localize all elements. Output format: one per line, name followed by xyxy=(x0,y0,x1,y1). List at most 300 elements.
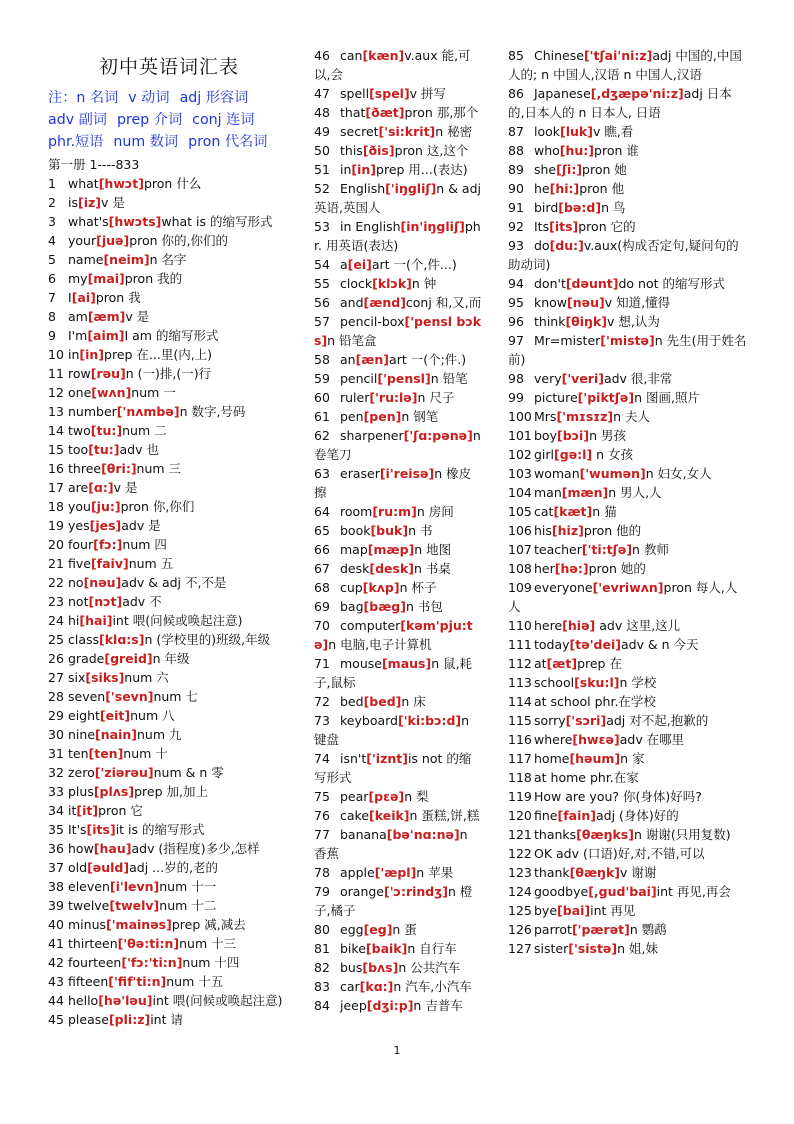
vocab-entry xyxy=(508,369,748,388)
entry-phonetic: [bə'nɑ:nə] xyxy=(386,827,460,842)
vocab-entry xyxy=(48,193,290,212)
entry-definition: n 床 xyxy=(401,694,426,709)
entry-definition: n 夫人 xyxy=(613,409,650,424)
entry-phonetic: [dʒi:p] xyxy=(366,998,414,1013)
entry-word: eight xyxy=(68,708,100,723)
entry-number: 26 xyxy=(48,651,64,666)
entry-phonetic: [nain] xyxy=(95,727,137,742)
vocab-entry xyxy=(314,559,482,578)
entry-definition: n (一)排,(一)行 xyxy=(125,366,212,381)
entry-number: 69 xyxy=(314,599,330,614)
legend-item: adj 形容词 xyxy=(179,90,249,106)
vocab-entry xyxy=(508,844,748,863)
entry-phonetic: ['mistə] xyxy=(600,333,655,348)
entry-phonetic: [juə] xyxy=(96,233,130,248)
entry-definition: pron 我 xyxy=(95,290,141,305)
entry-number: 122 xyxy=(508,846,532,861)
vocab-entry xyxy=(508,293,748,312)
entry-phonetic: [eg] xyxy=(363,922,393,937)
entry-number: 29 xyxy=(48,708,64,723)
entry-definition: n 鸟 xyxy=(601,200,626,215)
entry-number: 82 xyxy=(314,960,330,975)
entry-phonetic: [hai] xyxy=(79,613,113,628)
entry-phonetic: [kəm'pju:tə] xyxy=(314,618,473,652)
entry-word: mouse xyxy=(340,656,382,671)
entry-phonetic: ['si:krit] xyxy=(378,124,436,139)
entry-phonetic: ['æpl] xyxy=(374,865,417,880)
vocab-entry xyxy=(48,516,290,535)
entry-number: 92 xyxy=(508,219,524,234)
entry-definition: num 九 xyxy=(136,727,182,742)
entry-number: 2 xyxy=(48,195,56,210)
entry-number: 124 xyxy=(508,884,532,899)
entry-definition: pron 他的 xyxy=(583,523,642,538)
vocab-entry xyxy=(508,616,748,635)
entry-number: 10 xyxy=(48,347,64,362)
entry-definition: adv 这里,这儿 xyxy=(595,618,681,633)
entry-phonetic: [nəu] xyxy=(567,295,605,310)
entry-phonetic: [fɔ:] xyxy=(93,537,123,552)
entry-phonetic: [mæp] xyxy=(367,542,415,557)
entry-phonetic: [bæg] xyxy=(363,599,406,614)
entry-word: pen xyxy=(340,409,364,424)
vocab-entry xyxy=(48,896,290,915)
entry-word: one xyxy=(68,385,92,400)
entry-word: is xyxy=(68,195,78,210)
vocab-entry xyxy=(48,326,290,345)
entry-number: 64 xyxy=(314,504,330,519)
entry-definition: n 鼠,耗子,鼠标 xyxy=(314,656,473,690)
entry-definition: n 卷笔刀 xyxy=(314,428,481,462)
entry-word: girl xyxy=(534,447,555,462)
entry-phonetic: [its] xyxy=(549,219,579,234)
entry-definition: num 三 xyxy=(136,461,182,476)
entry-definition: pron 这,这个 xyxy=(394,143,469,158)
vocab-entry xyxy=(48,763,290,782)
vocab-entry xyxy=(508,920,748,939)
entry-word: seven xyxy=(68,689,106,704)
entry-phonetic: ['fɔ:'ti:n] xyxy=(121,955,183,970)
entry-definition: pron 我的 xyxy=(124,271,183,286)
entry-number: 45 xyxy=(48,1012,64,1027)
entry-word: what xyxy=(68,176,99,191)
entry-word: nine xyxy=(68,727,96,742)
entry-number: 3 xyxy=(48,214,56,229)
abbreviation-legend xyxy=(48,87,290,153)
entry-word: at xyxy=(534,656,547,671)
entry-definition: adj (身体)好的 xyxy=(595,808,679,823)
entry-word: Japanese xyxy=(534,86,591,101)
entry-definition: n 图画,照片 xyxy=(634,390,700,405)
entry-definition: pron 她 xyxy=(582,162,627,177)
entry-number: 53 xyxy=(314,219,330,234)
entry-number: 125 xyxy=(508,903,532,918)
entry-word: computer xyxy=(340,618,401,633)
entry-phonetic: ['iŋgliʃ] xyxy=(385,181,437,196)
entry-definition: v 知道,懂得 xyxy=(604,295,671,310)
entry-word: here xyxy=(534,618,563,633)
entry-phonetic: [kæn] xyxy=(362,48,405,63)
entry-word: you xyxy=(68,499,91,514)
entry-phonetic: [i'reisə] xyxy=(379,466,435,481)
entry-definition: n 男孩 xyxy=(589,428,626,443)
entry-definition: n 书 xyxy=(408,523,433,538)
entry-phonetic: ['mɪsɪz] xyxy=(556,409,614,424)
vocab-entry xyxy=(508,426,748,445)
entry-number: 36 xyxy=(48,841,64,856)
entry-word: keyboard xyxy=(340,713,398,728)
entry-number: 23 xyxy=(48,594,64,609)
entry-definition: pron 你的,你们的 xyxy=(129,233,229,248)
entry-phonetic: ['sevn] xyxy=(105,689,154,704)
entry-phonetic: [pli:z] xyxy=(108,1012,151,1027)
entry-phonetic: [greid] xyxy=(104,651,153,666)
entry-word: Mr=mister xyxy=(534,333,601,348)
entry-definition: n 数字,号码 xyxy=(179,404,246,419)
entry-word: sharpener xyxy=(340,428,404,443)
entry-word: no xyxy=(68,575,84,590)
entry-phonetic: ['nʌmbə] xyxy=(116,404,180,419)
entry-word: are xyxy=(68,480,89,495)
vocab-entry xyxy=(314,160,482,179)
entry-word: hello xyxy=(68,993,99,1008)
vocab-entry xyxy=(314,350,482,369)
entry-word: in English xyxy=(340,219,401,234)
entry-word: grade xyxy=(68,651,105,666)
entry-definition: n 汽车,小汽车 xyxy=(393,979,472,994)
entry-definition: pron 他 xyxy=(579,181,625,196)
entry-word: do xyxy=(534,238,550,253)
vocab-entry xyxy=(508,730,748,749)
entry-phonetic: [bʌs] xyxy=(362,960,399,975)
entry-number: 6 xyxy=(48,271,56,286)
legend-item: v 动词 xyxy=(128,90,170,106)
entry-number: 54 xyxy=(314,257,330,272)
entry-phonetic: [kɑ:] xyxy=(359,979,394,994)
entry-definition: n 房间 xyxy=(416,504,454,519)
entry-phonetic: [siks] xyxy=(85,670,125,685)
vocab-entry xyxy=(48,250,290,269)
entry-number: 60 xyxy=(314,390,330,405)
entry-number: 17 xyxy=(48,480,64,495)
entry-definition: int 再见 xyxy=(590,903,636,918)
entry-word: know xyxy=(534,295,568,310)
entry-definition: adv 在哪里 xyxy=(619,732,685,747)
vocab-entry xyxy=(314,540,482,559)
entry-phonetic: [eit] xyxy=(99,708,131,723)
entry-phonetic: [dəunt] xyxy=(565,276,619,291)
entry-number: 49 xyxy=(314,124,330,139)
entry-word: home xyxy=(534,751,570,766)
entry-number: 99 xyxy=(508,390,524,405)
entry-word: pencil xyxy=(340,371,378,386)
entry-word: school xyxy=(534,675,575,690)
entry-number: 18 xyxy=(48,499,64,514)
vocab-entry xyxy=(48,725,290,744)
entry-definition: num 五 xyxy=(128,556,174,571)
entry-definition: v 瞧,看 xyxy=(592,124,634,139)
entry-word: five xyxy=(68,556,91,571)
entry-word: where xyxy=(534,732,573,747)
entry-word: six xyxy=(68,670,86,685)
entry-number: 14 xyxy=(48,423,64,438)
entry-number: 41 xyxy=(48,936,64,951)
entry-number: 108 xyxy=(508,561,532,576)
legend-item: conj 连词 xyxy=(192,112,255,128)
entry-definition: 你(身体)好吗? xyxy=(619,789,702,804)
entry-number: 95 xyxy=(508,295,524,310)
entry-phonetic: [iz] xyxy=(78,195,101,210)
vocab-entry xyxy=(314,939,482,958)
vocab-entry xyxy=(48,402,290,421)
entry-number: 103 xyxy=(508,466,532,481)
entry-phonetic: ['θə:ti:n] xyxy=(117,936,180,951)
entry-definition: prep 用...(表达) xyxy=(376,162,468,177)
entry-word: eleven xyxy=(68,879,110,894)
entry-word: not xyxy=(68,594,89,609)
vocab-entry xyxy=(48,212,290,231)
entry-number: 4 xyxy=(48,233,56,248)
entry-definition: num 四 xyxy=(122,537,167,552)
entry-word: eraser xyxy=(340,466,380,481)
vocab-entry xyxy=(314,863,482,882)
entry-number: 15 xyxy=(48,442,64,457)
entry-definition: n 尺子 xyxy=(417,390,455,405)
entry-number: 98 xyxy=(508,371,524,386)
entry-word: too xyxy=(68,442,89,457)
entry-phonetic: [bed] xyxy=(363,694,402,709)
entry-phonetic: [neim] xyxy=(103,252,150,267)
entry-number: 86 xyxy=(508,86,524,101)
entry-definition: n 键盘 xyxy=(314,713,470,747)
vocab-entry xyxy=(48,915,290,934)
entry-word: an xyxy=(340,352,356,367)
entry-definition: n 名字 xyxy=(149,252,187,267)
vocab-entry xyxy=(508,901,748,920)
entry-word: bird xyxy=(534,200,559,215)
entry-word: OK xyxy=(534,846,553,861)
entry-word: fine xyxy=(534,808,558,823)
entry-definition: num 十一 xyxy=(159,879,217,894)
entry-definition: n 姐,妹 xyxy=(617,941,658,956)
vocab-entry xyxy=(48,839,290,858)
entry-number: 84 xyxy=(314,998,330,1013)
vocab-entry xyxy=(48,535,290,554)
vocab-entry xyxy=(48,744,290,763)
entry-phonetic: [hə:] xyxy=(554,561,589,576)
entry-definition: n 妇女,女人 xyxy=(645,466,712,481)
entry-phonetic: [in] xyxy=(351,162,377,177)
entry-word: map xyxy=(340,542,368,557)
entry-phonetic: [rəu] xyxy=(90,366,126,381)
entry-phonetic: [æt] xyxy=(546,656,578,671)
entry-number: 76 xyxy=(314,808,330,823)
entry-word: four xyxy=(68,537,94,552)
vocab-entry xyxy=(48,383,290,402)
vocab-entry xyxy=(508,141,748,160)
entry-phonetic: [kæt] xyxy=(553,504,593,519)
vocab-entry xyxy=(314,654,482,692)
entry-word: name xyxy=(68,252,104,267)
entry-word: am xyxy=(68,309,88,324)
vocab-entry xyxy=(314,274,482,293)
entry-number: 27 xyxy=(48,670,64,685)
page-number: 1 xyxy=(393,1044,401,1057)
entry-definition: adv (指程度)多少,怎样 xyxy=(131,841,260,856)
entry-definition: num 十四 xyxy=(182,955,240,970)
vocab-entry xyxy=(508,711,748,730)
entry-number: 39 xyxy=(48,898,64,913)
vocab-entry xyxy=(508,445,748,464)
entry-definition: prep 减,减去 xyxy=(171,917,246,932)
entry-number: 77 xyxy=(314,827,330,842)
vocab-entry xyxy=(508,483,748,502)
entry-word: he xyxy=(534,181,550,196)
vocab-entry xyxy=(314,521,482,540)
entry-phonetic: [hi:] xyxy=(549,181,580,196)
entry-word: hi xyxy=(68,613,80,628)
document-title: 初中英语词汇表 xyxy=(98,56,239,78)
vocab-entry xyxy=(508,502,748,521)
entry-definition: n 公共汽车 xyxy=(398,960,461,975)
entry-number: 46 xyxy=(314,48,330,63)
entry-phonetic: [ei] xyxy=(347,257,372,272)
vocab-entry xyxy=(508,160,748,179)
column-3 xyxy=(508,46,748,958)
entry-definition: prep 加,加上 xyxy=(134,784,208,799)
vocab-entry xyxy=(48,972,290,991)
entry-number: 40 xyxy=(48,917,64,932)
vocab-entry xyxy=(314,787,482,806)
vocab-entry xyxy=(48,649,290,668)
vocab-entry xyxy=(48,934,290,953)
vocab-entry xyxy=(508,578,748,616)
entry-number: 79 xyxy=(314,884,330,899)
vocab-entry xyxy=(48,953,290,972)
entry-number: 70 xyxy=(314,618,330,633)
entry-phonetic: [klɑ:s] xyxy=(99,632,145,647)
entry-word: goodbye xyxy=(534,884,589,899)
legend-item: num 数词 xyxy=(113,134,179,150)
entry-number: 24 xyxy=(48,613,64,628)
entry-phonetic: [hau] xyxy=(93,841,132,856)
entry-word: this xyxy=(340,143,363,158)
entry-phonetic: [hiə] xyxy=(562,618,596,633)
vocab-entry xyxy=(508,388,748,407)
entry-word: book xyxy=(340,523,371,538)
entry-word: thirteen xyxy=(68,936,118,951)
entry-word: in xyxy=(68,347,80,362)
vocab-entry xyxy=(314,84,482,103)
entry-definition: n 女孩 xyxy=(592,447,634,462)
entry-phonetic: ['ki:bɔ:d] xyxy=(397,713,462,728)
entry-definition: n 吉普车 xyxy=(413,998,463,1013)
entry-definition: n 家 xyxy=(620,751,645,766)
entry-definition: int 喂(问候或唤起注意) xyxy=(152,993,283,1008)
entry-word: twelve xyxy=(68,898,110,913)
entry-phonetic: ['veri] xyxy=(561,371,604,386)
vocab-entry xyxy=(508,768,748,787)
entry-word: it xyxy=(68,803,77,818)
vocab-entry xyxy=(508,464,748,483)
entry-definition: n (学校里的)班级,年级 xyxy=(144,632,271,647)
vocab-entry xyxy=(314,179,482,217)
entry-phonetic: ['mainəs] xyxy=(106,917,172,932)
entry-number: 96 xyxy=(508,314,524,329)
entry-word: don't xyxy=(534,276,566,291)
entry-definition: n 鹦鹉 xyxy=(629,922,667,937)
entry-word: how xyxy=(68,841,94,856)
entry-number: 72 xyxy=(314,694,330,709)
entry-word: bag xyxy=(340,599,364,614)
entry-definition: num 十五 xyxy=(166,974,224,989)
entry-word: It's xyxy=(68,822,87,837)
entry-phonetic: [θri:] xyxy=(101,461,137,476)
entry-definition: what is 的缩写形式 xyxy=(161,214,273,229)
entry-definition: n 橙子,橘子 xyxy=(314,884,473,918)
entry-phonetic: [its] xyxy=(86,822,116,837)
entry-word: I'm xyxy=(68,328,88,343)
entry-definition: num 六 xyxy=(124,670,169,685)
entry-phonetic: [luk] xyxy=(560,124,593,139)
entry-word: Chinese xyxy=(534,48,584,63)
entry-number: 63 xyxy=(314,466,330,481)
entry-number: 65 xyxy=(314,523,330,538)
entry-definition: pron 她的 xyxy=(588,561,646,576)
entry-number: 78 xyxy=(314,865,330,880)
entry-definition: I am 的缩写形式 xyxy=(124,328,219,343)
entry-phonetic: [ænd] xyxy=(363,295,406,310)
entry-word: three xyxy=(68,461,102,476)
entry-phonetic: [it] xyxy=(76,803,99,818)
vocab-entry xyxy=(48,630,290,649)
vocab-entry xyxy=(314,426,482,464)
entry-number: 50 xyxy=(314,143,330,158)
entry-number: 123 xyxy=(508,865,532,880)
vocab-entry xyxy=(314,293,482,312)
entry-number: 102 xyxy=(508,447,532,462)
entry-phonetic: [ðis] xyxy=(362,143,395,158)
entry-word: at school xyxy=(534,694,591,709)
entry-definition: prep 在 xyxy=(577,656,622,671)
entry-phonetic: [plʌs] xyxy=(93,784,135,799)
vocab-entry xyxy=(48,288,290,307)
entry-definition: int 再见,再会 xyxy=(656,884,731,899)
entry-number: 89 xyxy=(508,162,524,177)
entry-phonetic: [ten] xyxy=(88,746,124,761)
entry-phonetic: [ʃi:] xyxy=(556,162,583,177)
vocab-entry xyxy=(508,312,748,331)
entry-phonetic: ['ti:tʃə] xyxy=(581,542,633,557)
entry-word: class xyxy=(68,632,100,647)
entry-word: zero xyxy=(68,765,95,780)
entry-phonetic: [wʌn] xyxy=(91,385,132,400)
entry-word: clock xyxy=(340,276,373,291)
entry-word: number xyxy=(68,404,117,419)
vocab-entry xyxy=(314,711,482,749)
entry-phonetic: [desk] xyxy=(369,561,414,576)
entry-phonetic: [in] xyxy=(79,347,105,362)
vocab-entry xyxy=(314,103,482,122)
entry-definition: num 一 xyxy=(131,385,176,400)
entry-definition: pron 它的 xyxy=(578,219,636,234)
entry-number: 127 xyxy=(508,941,532,956)
entry-number: 120 xyxy=(508,808,532,823)
entry-phonetic: [hiz] xyxy=(551,523,584,538)
vocab-entry xyxy=(508,673,748,692)
vocab-entry xyxy=(508,331,748,369)
entry-number: 34 xyxy=(48,803,64,818)
